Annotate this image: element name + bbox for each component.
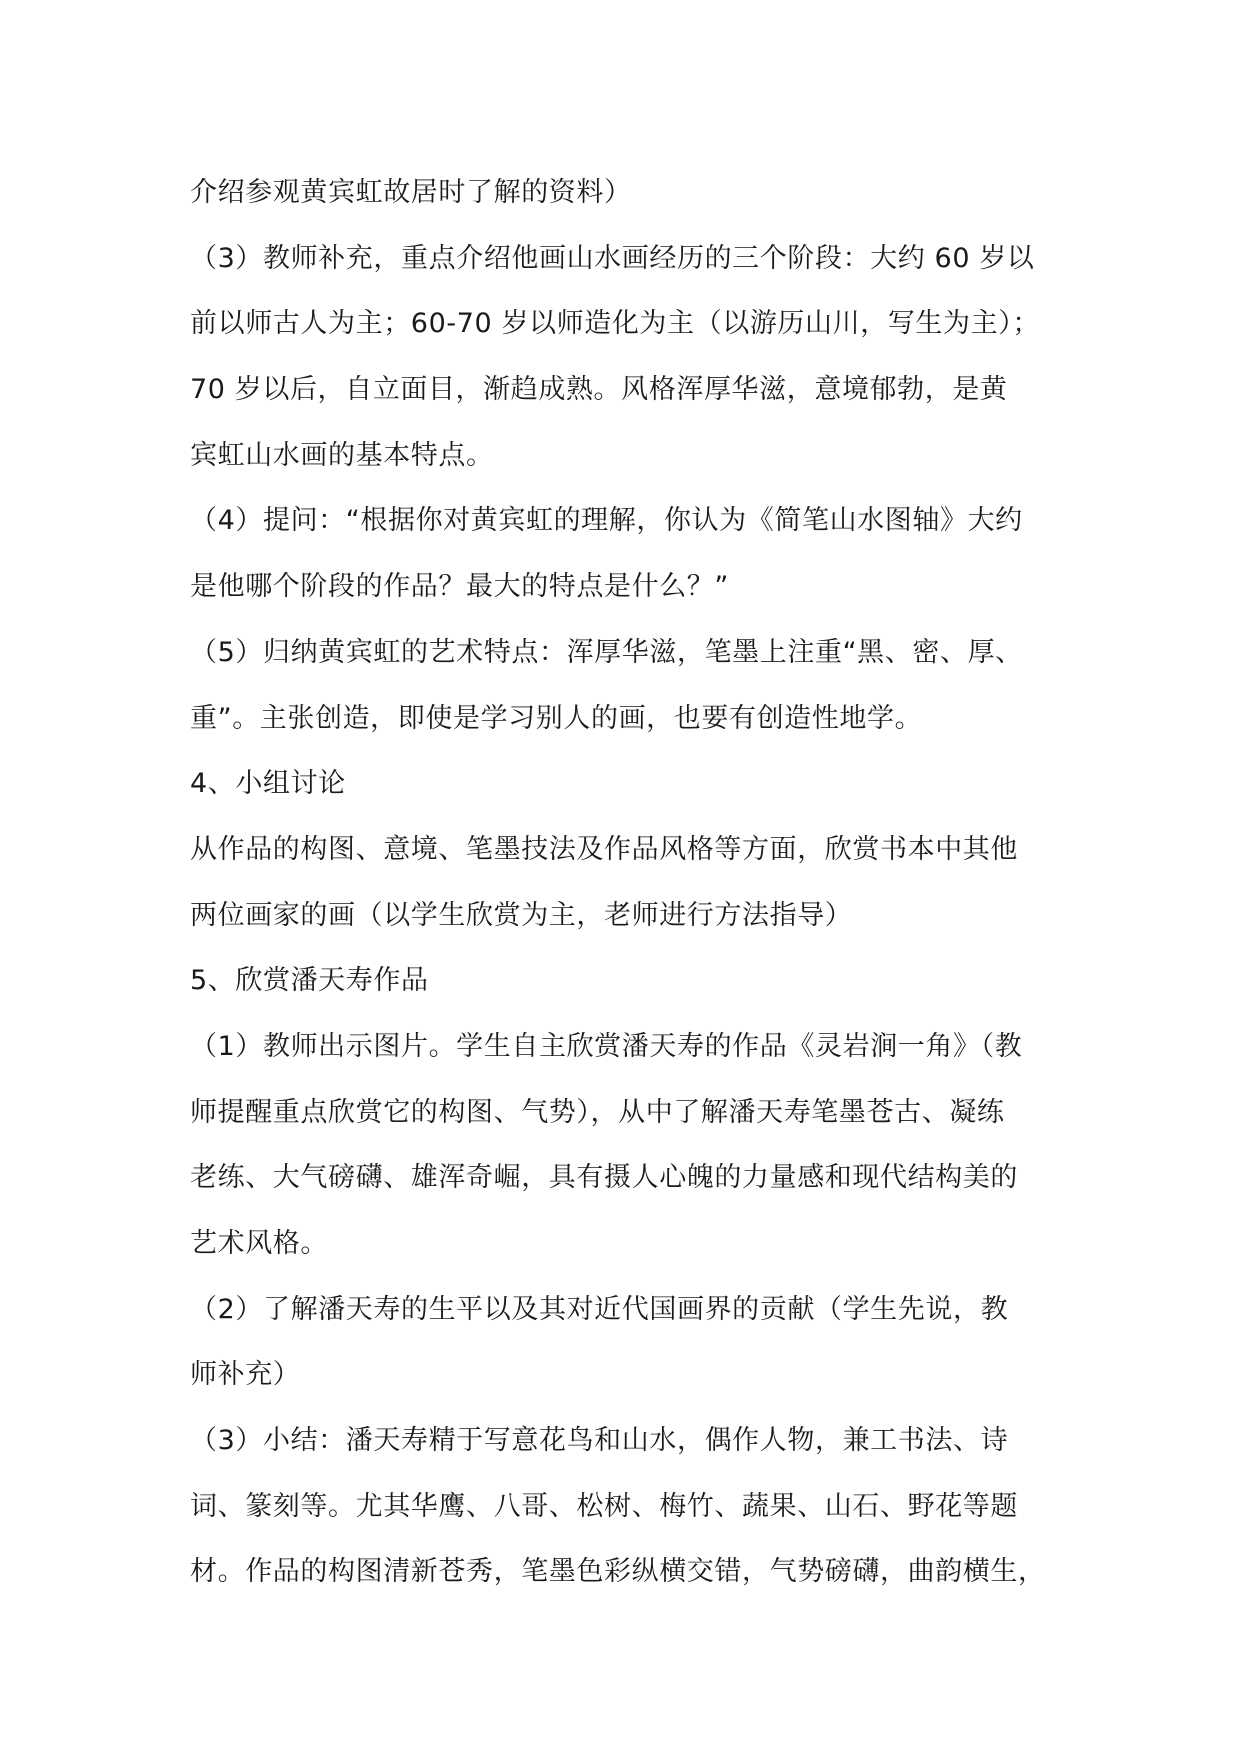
text-line: 师提醒重点欣赏它的构图、气势），从中了解潘天寿笔墨苍古、凝练 — [190, 1096, 1005, 1128]
text-line: 宾虹山水画的基本特点。 — [190, 439, 494, 471]
text-line: 介绍参观黄宾虹故居时了解的资料） — [190, 177, 632, 208]
section-heading: 4、小组讨论 — [190, 768, 346, 800]
text-line: 老练、大气磅礴、雄浑奇崛，具有摄人心魄的力量感和现代结构美的 — [190, 1162, 1018, 1194]
text-line: 材。作品的构图清新苍秀，笔墨色彩纵横交错，气势磅礴，曲韵横生， — [190, 1556, 1046, 1588]
text-line: （5）归纳黄宾虹的艺术特点：浑厚华滋，笔墨上注重“黑、密、厚、 — [190, 636, 1023, 668]
text-line: 师补充） — [190, 1359, 301, 1391]
text-line: （3）小结：潘天寿精于写意花鸟和山水，偶作人物，兼工书法、诗 — [190, 1425, 1009, 1457]
section-heading: 5、欣赏潘天寿作品 — [190, 965, 429, 997]
text-line: 从作品的构图、意境、笔墨技法及作品风格等方面，欣赏书本中其他 — [190, 833, 1018, 865]
text-line: 词、篆刻等。尤其华鹰、八哥、松树、梅竹、蔬果、山石、野花等题 — [190, 1490, 1018, 1522]
text-line: 70 岁以后，自立面目，渐趋成熟。风格浑厚华滋，意境郁勃，是黄 — [190, 374, 1008, 406]
text-line: （2）了解潘天寿的生平以及其对近代国画界的贡献（学生先说，教 — [190, 1293, 1009, 1325]
text-line: （4）提问：“根据你对黄宾虹的理解，你认为《简笔山水图轴》大约 — [190, 505, 1023, 537]
text-line: 前以师古人为主；60-70 岁以师造化为主（以游历山川，写生为主）； — [190, 308, 1040, 340]
text-line: （1）教师出示图片。学生自主欣赏潘天寿的作品《灵岩涧一角》（教 — [190, 1030, 1023, 1062]
text-line: 艺术风格。 — [190, 1228, 328, 1259]
text-line: （3）教师补充，重点介绍他画山水画经历的三个阶段：大约 60 岁以 — [190, 242, 1035, 274]
text-line: 是他哪个阶段的作品？最大的特点是什么？” — [190, 571, 729, 603]
text-line: 两位画家的画（以学生欣赏为主，老师进行方法指导） — [190, 899, 853, 931]
text-line: 重”。主张创造，即使是学习别人的画，也要有创造性地学。 — [190, 702, 923, 734]
document-body — [190, 160, 1090, 1605]
